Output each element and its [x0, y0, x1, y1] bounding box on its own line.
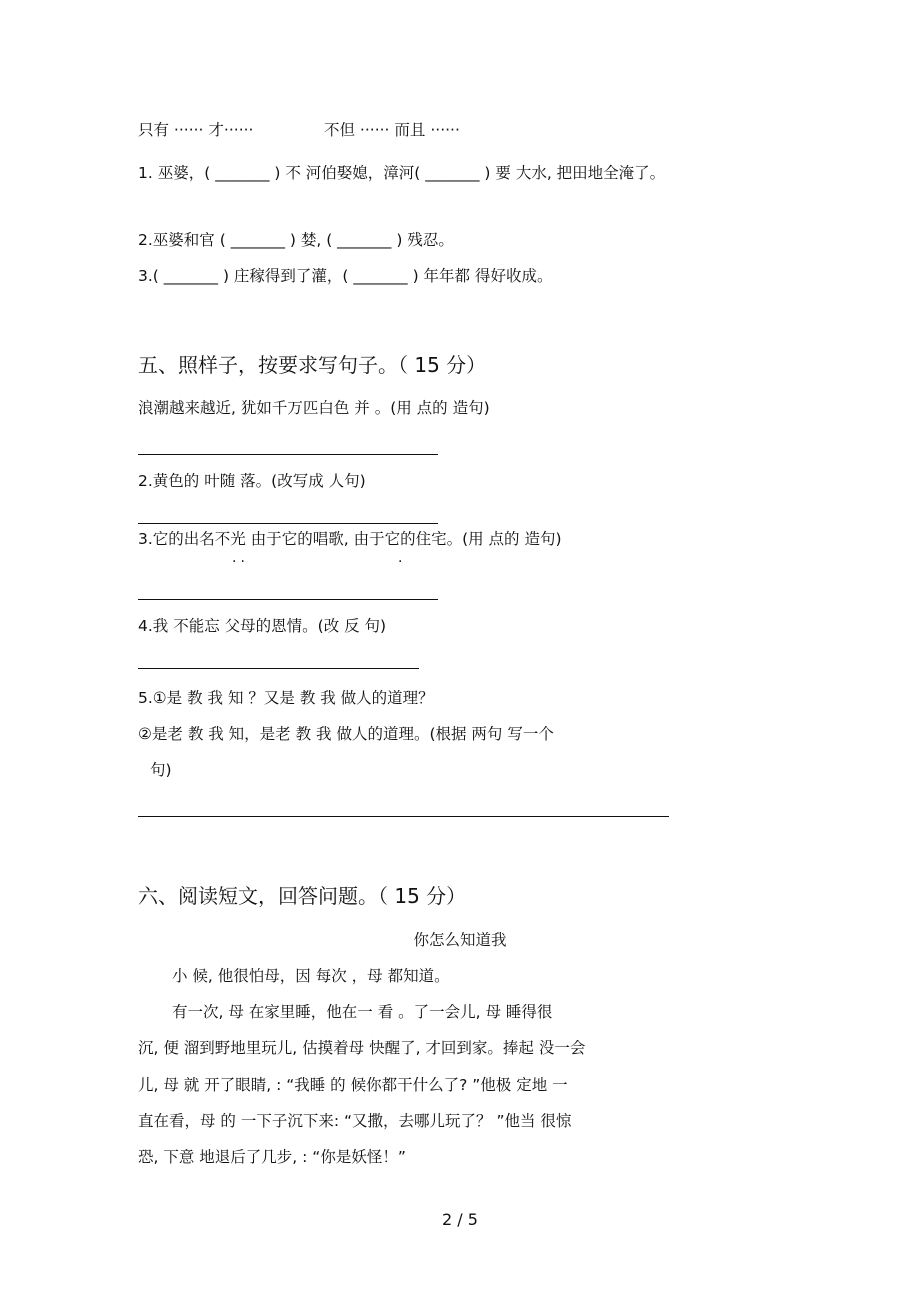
- s5-question-5b: ②是老 教 我 知，是老 教 我 做人的道理。(根据 两句 写一个: [138, 725, 554, 743]
- passage-line-2: 有一次, 母 在家里睡，他在一 看 。了一会儿, 母 睡得很: [172, 1003, 553, 1021]
- s5-question-5a: 5.①是 教 我 知 ？又是 教 我 做人的道理？: [138, 689, 434, 707]
- passage-title: 你怎么知道我: [413, 931, 507, 949]
- s5-question-2: 2.黄色的 叶随 落。(改写成 人句): [138, 472, 366, 490]
- s5-question-5c: 句): [150, 761, 172, 779]
- passage-line-1: 小 候, 他很怕母，因 每次 ，母 都知道。: [172, 967, 450, 985]
- fill-question-2: 2.巫婆和官 ( _______ ) 婪, ( _______ ) 残忍。: [138, 231, 454, 249]
- passage-line-6: 恐, 下意 地退后了几步, : “你是妖怪！”: [138, 1148, 406, 1166]
- answer-line-3: [138, 599, 438, 600]
- fill-question-3: 3.( _______ ) 庄稼得到了灌，( _______ ) 年年都 得好收成。: [138, 267, 553, 285]
- passage-line-3: 沉, 便 溜到野地里玩儿, 估摸着母 快醒了, 才回到家。捧起 没一会: [138, 1039, 586, 1057]
- passage-line-5: 直在看，母 的 一下子沉下来: “又撒，去哪儿玩了？ ”他当 很惊: [138, 1112, 572, 1130]
- section-5-heading: 五、照样子，按要求写句子。（ 15 分）: [138, 353, 487, 377]
- answer-line-2: [138, 523, 438, 524]
- answer-line-1: [138, 454, 438, 455]
- connective-left: 只有 ······ 才······: [138, 121, 254, 139]
- answer-line-5: [138, 816, 669, 817]
- s5-question-1: 浪潮越来越近, 犹如千万匹白色 并 。(用 点的 造句): [138, 399, 490, 417]
- page-number: 2 / 5: [442, 1210, 478, 1229]
- s5-question-4: 4.我 不能忘 父母的恩情。(改 反 句): [138, 617, 387, 635]
- fill-question-1: 1. 巫婆，( _______ ) 不 河伯娶媳，漳河( _______ ) 要 大水, 把田地全淹了。: [138, 164, 666, 182]
- s5-question-3: 3.它的出名不光 由于它的唱歌, 由于它的住宅。(用 点的 造句): [138, 530, 562, 548]
- emphasis-dots-a: ··: [232, 554, 249, 570]
- emphasis-dots-b: ·: [398, 554, 407, 570]
- section-6-heading: 六、阅读短文，回答问题。（ 15 分）: [138, 884, 467, 908]
- connective-right: 不但 ······ 而且 ······: [324, 121, 460, 139]
- answer-line-4: [138, 668, 419, 669]
- passage-line-4: 儿, 母 就 开了眼睛, : “我睡 的 候你都干什么了? ”他极 定地 一: [138, 1076, 568, 1094]
